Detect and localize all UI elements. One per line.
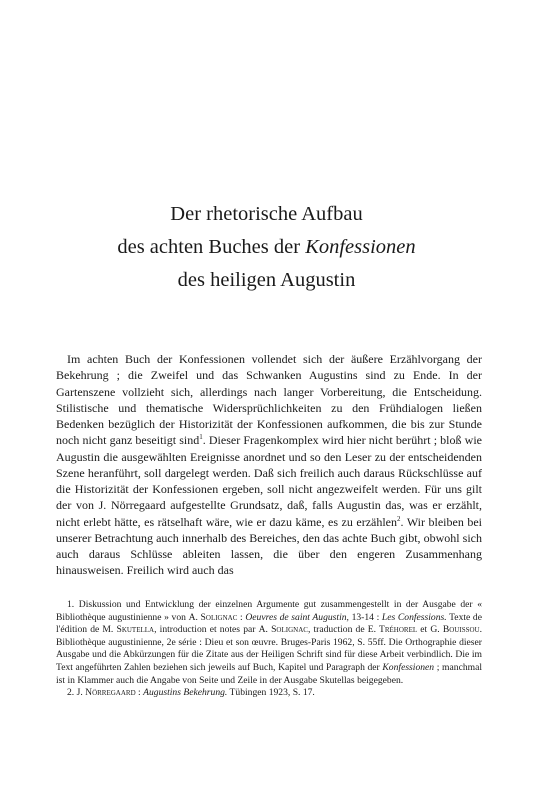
text-run: . Wir bleiben bei unserer Betrachtung auch innerhalb des Bereiches, den das achte Buch gibt, obwohl sich auch daraus Schlüsse ableiten lassen, die über den engeren Zusammenhang hinausweisen. Freilich wird auch das [56, 514, 482, 578]
footnote-ref-2: 2 [397, 514, 401, 523]
body-paragraph [56, 351, 482, 579]
book-title: Augustins Bekehrung. [143, 687, 228, 699]
article-title [0, 198, 533, 297]
text-run: Tübingen 1923, S. 17. [227, 687, 315, 699]
text-run: , introduction et notes par [154, 624, 259, 636]
footnote-2 [56, 687, 482, 700]
footnote-number: 1. [67, 599, 75, 610]
text-run: , traduction de [307, 624, 368, 636]
title-line-2-text: des achten Buches der [117, 236, 301, 258]
author-name: J. Nörregaard [76, 687, 136, 699]
author-name: M. Skutella [102, 624, 155, 636]
text-run: 13-14 : [348, 611, 382, 623]
text-run: : [135, 687, 144, 699]
author-name: G. Bouissou [430, 624, 480, 636]
text-run: et [417, 624, 431, 636]
text-run: Texte de l'édition de [56, 611, 482, 636]
title-line-2-italic: Konfessionen [305, 236, 416, 258]
text-run: : [237, 611, 246, 623]
author-name: A. Solignac [258, 624, 308, 636]
text-run: . Bibliothèque augustinienne, 2e série : Dieu et son œuvre. Bruges-Paris 1962, S. 55ff. Die Orthographie dieser Ausgabe und die Abkürzungen für die Zitate aus der Heiligen Schrift sind für diese Arbeit verbindlich. Die im Text angeführten Zahlen beziehen sich jeweils auf Buch, Kapitel und Paragraph der [56, 624, 482, 673]
author-name: E. Tréhorel [367, 624, 418, 636]
book-title: Oeuvres de saint Augustin, [245, 611, 349, 623]
title-line-3: des heiligen Augustin [177, 269, 356, 291]
book-title: Konfessionen [382, 661, 435, 673]
footnote-ref-1: 1 [199, 433, 203, 442]
paragraph [56, 351, 482, 579]
text-run: Diskussion und Entwicklung der einzelnen Argumente gut zusammengestellt in der Ausgabe der « Bibliothèque augustinienne » von [56, 599, 482, 623]
footnote-1 [56, 599, 482, 687]
title-line-2 [0, 231, 533, 264]
footnotes [56, 599, 482, 700]
book-title: Les Confessions. [381, 611, 447, 623]
text-run: Im achten Buch der Konfessionen vollendet sich der äußere Erzählvorgang der Bekehrung ; die Zweifel und das Schwanken Augustins sind zu Ende. In der Gartenszene vollzieht sich, allerdings nach langer Vorbereitung, die Entscheidung. Stilistische und thematische Widersprüchlichkeiten zu den Frühdialogen ließen Bedenken bezüglich der Historizität der Konfessionen aufkommen, die bis zur Stunde noch nicht ganz beseitigt sind [56, 352, 482, 448]
author-name: A. Solignac [188, 611, 238, 623]
title-line-1: Der rhetorische Aufbau [170, 203, 363, 225]
text-run: ; manchmal ist in Klammer auch die Angabe von Seite und Zeile in der Ausgabe Skutellas beigegeben. [56, 661, 483, 686]
footnote-number: 2. [67, 687, 75, 699]
text-run: . Dieser Fragenkomplex wird hier nicht berührt ; bloß wie Augustin die ausgewählten Ereignisse anordnet und so den Leser zu der entscheidenden Szene heranführt, soll dargelegt werden. Daß sich freilich auch daraus Rückschlüsse auf die Historizität der Konfessionen ergeben, soll nicht angezweifelt werden. Für uns gilt der von J. Nörregaard aufgestellte Grundsatz, daß, falls Augustin das, was er erzählt, nicht erlebt hätte, es rätselhaft wäre, wie er dazu käme, es zu erzählen [56, 433, 482, 529]
